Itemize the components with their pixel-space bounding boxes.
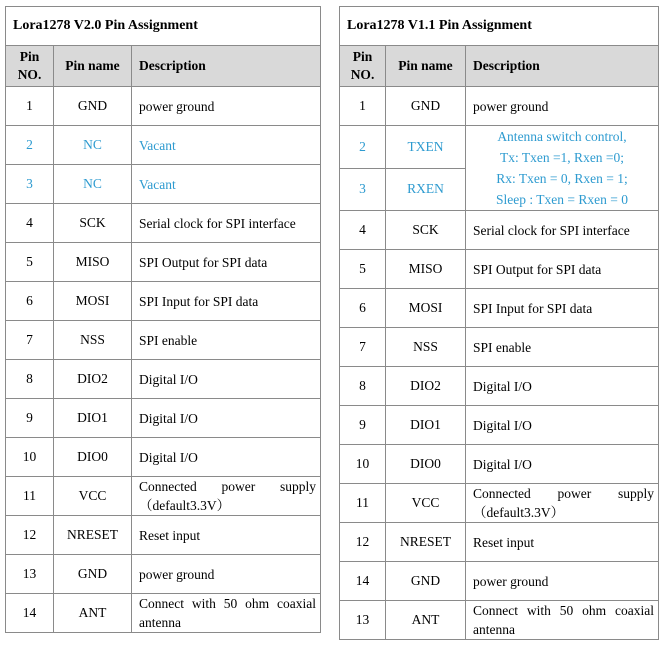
table-row (6, 594, 321, 633)
pin-description: Digital I/O (132, 438, 321, 477)
pin-number: 12 (6, 516, 54, 555)
pin-name: NC (54, 165, 132, 204)
description-line: antenna (473, 622, 515, 637)
pin-number: 1 (340, 87, 386, 126)
pin-name: MISO (54, 243, 132, 282)
table-row (6, 126, 321, 165)
table-row (340, 601, 659, 640)
pin-description: SPI Input for SPI data (466, 289, 659, 328)
pin-no-header: Pin NO. (6, 46, 54, 87)
table-row (6, 165, 321, 204)
table-row (6, 477, 321, 516)
table-row (340, 484, 659, 523)
table-row (6, 360, 321, 399)
table-row (340, 523, 659, 562)
table-title: Lora1278 V1.1 Pin Assignment (340, 7, 659, 46)
pin-number: 3 (6, 165, 54, 204)
pin-number: 8 (6, 360, 54, 399)
pin-name: SCK (54, 204, 132, 243)
v20-pin-table (5, 6, 321, 633)
description-line: （default3.3V） (139, 498, 231, 513)
pin-number: 9 (340, 406, 386, 445)
pin-number: 7 (6, 321, 54, 360)
pin-name: SCK (386, 211, 466, 250)
description-line: （default3.3V） (473, 505, 565, 520)
pin-number: 13 (6, 555, 54, 594)
header-row (340, 46, 659, 87)
pin-name: ANT (386, 601, 466, 640)
pin-description (466, 484, 659, 523)
pin-name: NRESET (386, 523, 466, 562)
pin-number: 9 (6, 399, 54, 438)
pin-description: power ground (132, 87, 321, 126)
pin-description: power ground (132, 555, 321, 594)
description-line: Sleep : Txen = Rxen = 0 (496, 192, 628, 207)
pin-name: RXEN (386, 168, 466, 211)
pin-description: Serial clock for SPI interface (132, 204, 321, 243)
pin-number: 8 (340, 367, 386, 406)
pin-description: Reset input (466, 523, 659, 562)
pin-description: Reset input (132, 516, 321, 555)
pin-number: 12 (340, 523, 386, 562)
table-row (6, 204, 321, 243)
pin-number: 10 (340, 445, 386, 484)
pin-description (132, 594, 321, 633)
pin-number: 7 (340, 328, 386, 367)
pin-name: NSS (386, 328, 466, 367)
table-row (340, 87, 659, 126)
pin-no-header: Pin NO. (340, 46, 386, 87)
pin-name: GND (386, 87, 466, 126)
pin-name: MISO (386, 250, 466, 289)
table-row (340, 126, 659, 169)
table-title: Lora1278 V2.0 Pin Assignment (6, 7, 321, 46)
table-row (6, 399, 321, 438)
pin-name: DIO2 (54, 360, 132, 399)
pin-description: Vacant (132, 165, 321, 204)
pin-description: SPI Output for SPI data (132, 243, 321, 282)
pin-number: 5 (340, 250, 386, 289)
table-row (340, 406, 659, 445)
pin-name: DIO2 (386, 367, 466, 406)
description-line: Connect with 50 ohm coaxial (473, 603, 654, 618)
table-row (340, 250, 659, 289)
pin-number: 3 (340, 168, 386, 211)
pin-name: NC (54, 126, 132, 165)
pin-name: NSS (54, 321, 132, 360)
description-line: Tx: Txen =1, Rxen =0; (499, 150, 625, 165)
pin-name: GND (54, 555, 132, 594)
pin-name: ANT (54, 594, 132, 633)
pin-description (132, 477, 321, 516)
pin-number: 1 (6, 87, 54, 126)
pin-number: 11 (6, 477, 54, 516)
pin-description: power ground (466, 87, 659, 126)
table-row (6, 516, 321, 555)
pin-name: VCC (386, 484, 466, 523)
pin-number: 11 (340, 484, 386, 523)
table-row (6, 438, 321, 477)
pin-name: VCC (54, 477, 132, 516)
pin-number: 4 (340, 211, 386, 250)
pin-description: Vacant (132, 126, 321, 165)
description-line: Connected power supply (473, 486, 654, 501)
table-row (340, 445, 659, 484)
description-line: Rx: Txen = 0, Rxen = 1; (496, 171, 628, 186)
pin-description: Digital I/O (132, 360, 321, 399)
pin-number: 6 (340, 289, 386, 328)
description-header: Description (466, 46, 659, 87)
table-row (6, 87, 321, 126)
table-row (6, 555, 321, 594)
pin-number: 5 (6, 243, 54, 282)
pin-name-header: Pin name (386, 46, 466, 87)
pin-description (466, 601, 659, 640)
antenna-switch-description (466, 126, 659, 211)
header-row (6, 46, 321, 87)
pin-description: SPI Input for SPI data (132, 282, 321, 321)
pin-number: 2 (340, 126, 386, 169)
pin-description: Digital I/O (132, 399, 321, 438)
table-row (340, 211, 659, 250)
description-line: Connected power supply (139, 479, 316, 494)
pin-description: Digital I/O (466, 445, 659, 484)
pin-description: power ground (466, 562, 659, 601)
table-row (340, 562, 659, 601)
table-row (6, 243, 321, 282)
pin-name: MOSI (54, 282, 132, 321)
v11-pin-table (339, 6, 659, 640)
pin-name: DIO1 (54, 399, 132, 438)
pin-number: 6 (6, 282, 54, 321)
pin-description: Serial clock for SPI interface (466, 211, 659, 250)
pin-description: SPI enable (466, 328, 659, 367)
pin-name: DIO0 (386, 445, 466, 484)
table-row (340, 289, 659, 328)
pin-name: TXEN (386, 126, 466, 169)
pin-description: Digital I/O (466, 406, 659, 445)
pin-name: GND (386, 562, 466, 601)
description-line: Connect with 50 ohm coaxial (139, 596, 316, 611)
pin-number: 14 (6, 594, 54, 633)
pin-number: 10 (6, 438, 54, 477)
pin-description: SPI enable (132, 321, 321, 360)
pin-name-header: Pin name (54, 46, 132, 87)
pin-name: DIO0 (54, 438, 132, 477)
description-line: antenna (139, 615, 181, 630)
pin-name: GND (54, 87, 132, 126)
table-row (340, 367, 659, 406)
pin-name: MOSI (386, 289, 466, 328)
pin-description: Digital I/O (466, 367, 659, 406)
table-row (6, 321, 321, 360)
pin-name: NRESET (54, 516, 132, 555)
description-line: Antenna switch control, (497, 129, 627, 144)
description-header: Description (132, 46, 321, 87)
table-row (340, 328, 659, 367)
pin-name: DIO1 (386, 406, 466, 445)
pin-description: SPI Output for SPI data (466, 250, 659, 289)
pin-number: 4 (6, 204, 54, 243)
table-row (6, 282, 321, 321)
pin-number: 2 (6, 126, 54, 165)
pin-number: 13 (340, 601, 386, 640)
pin-number: 14 (340, 562, 386, 601)
